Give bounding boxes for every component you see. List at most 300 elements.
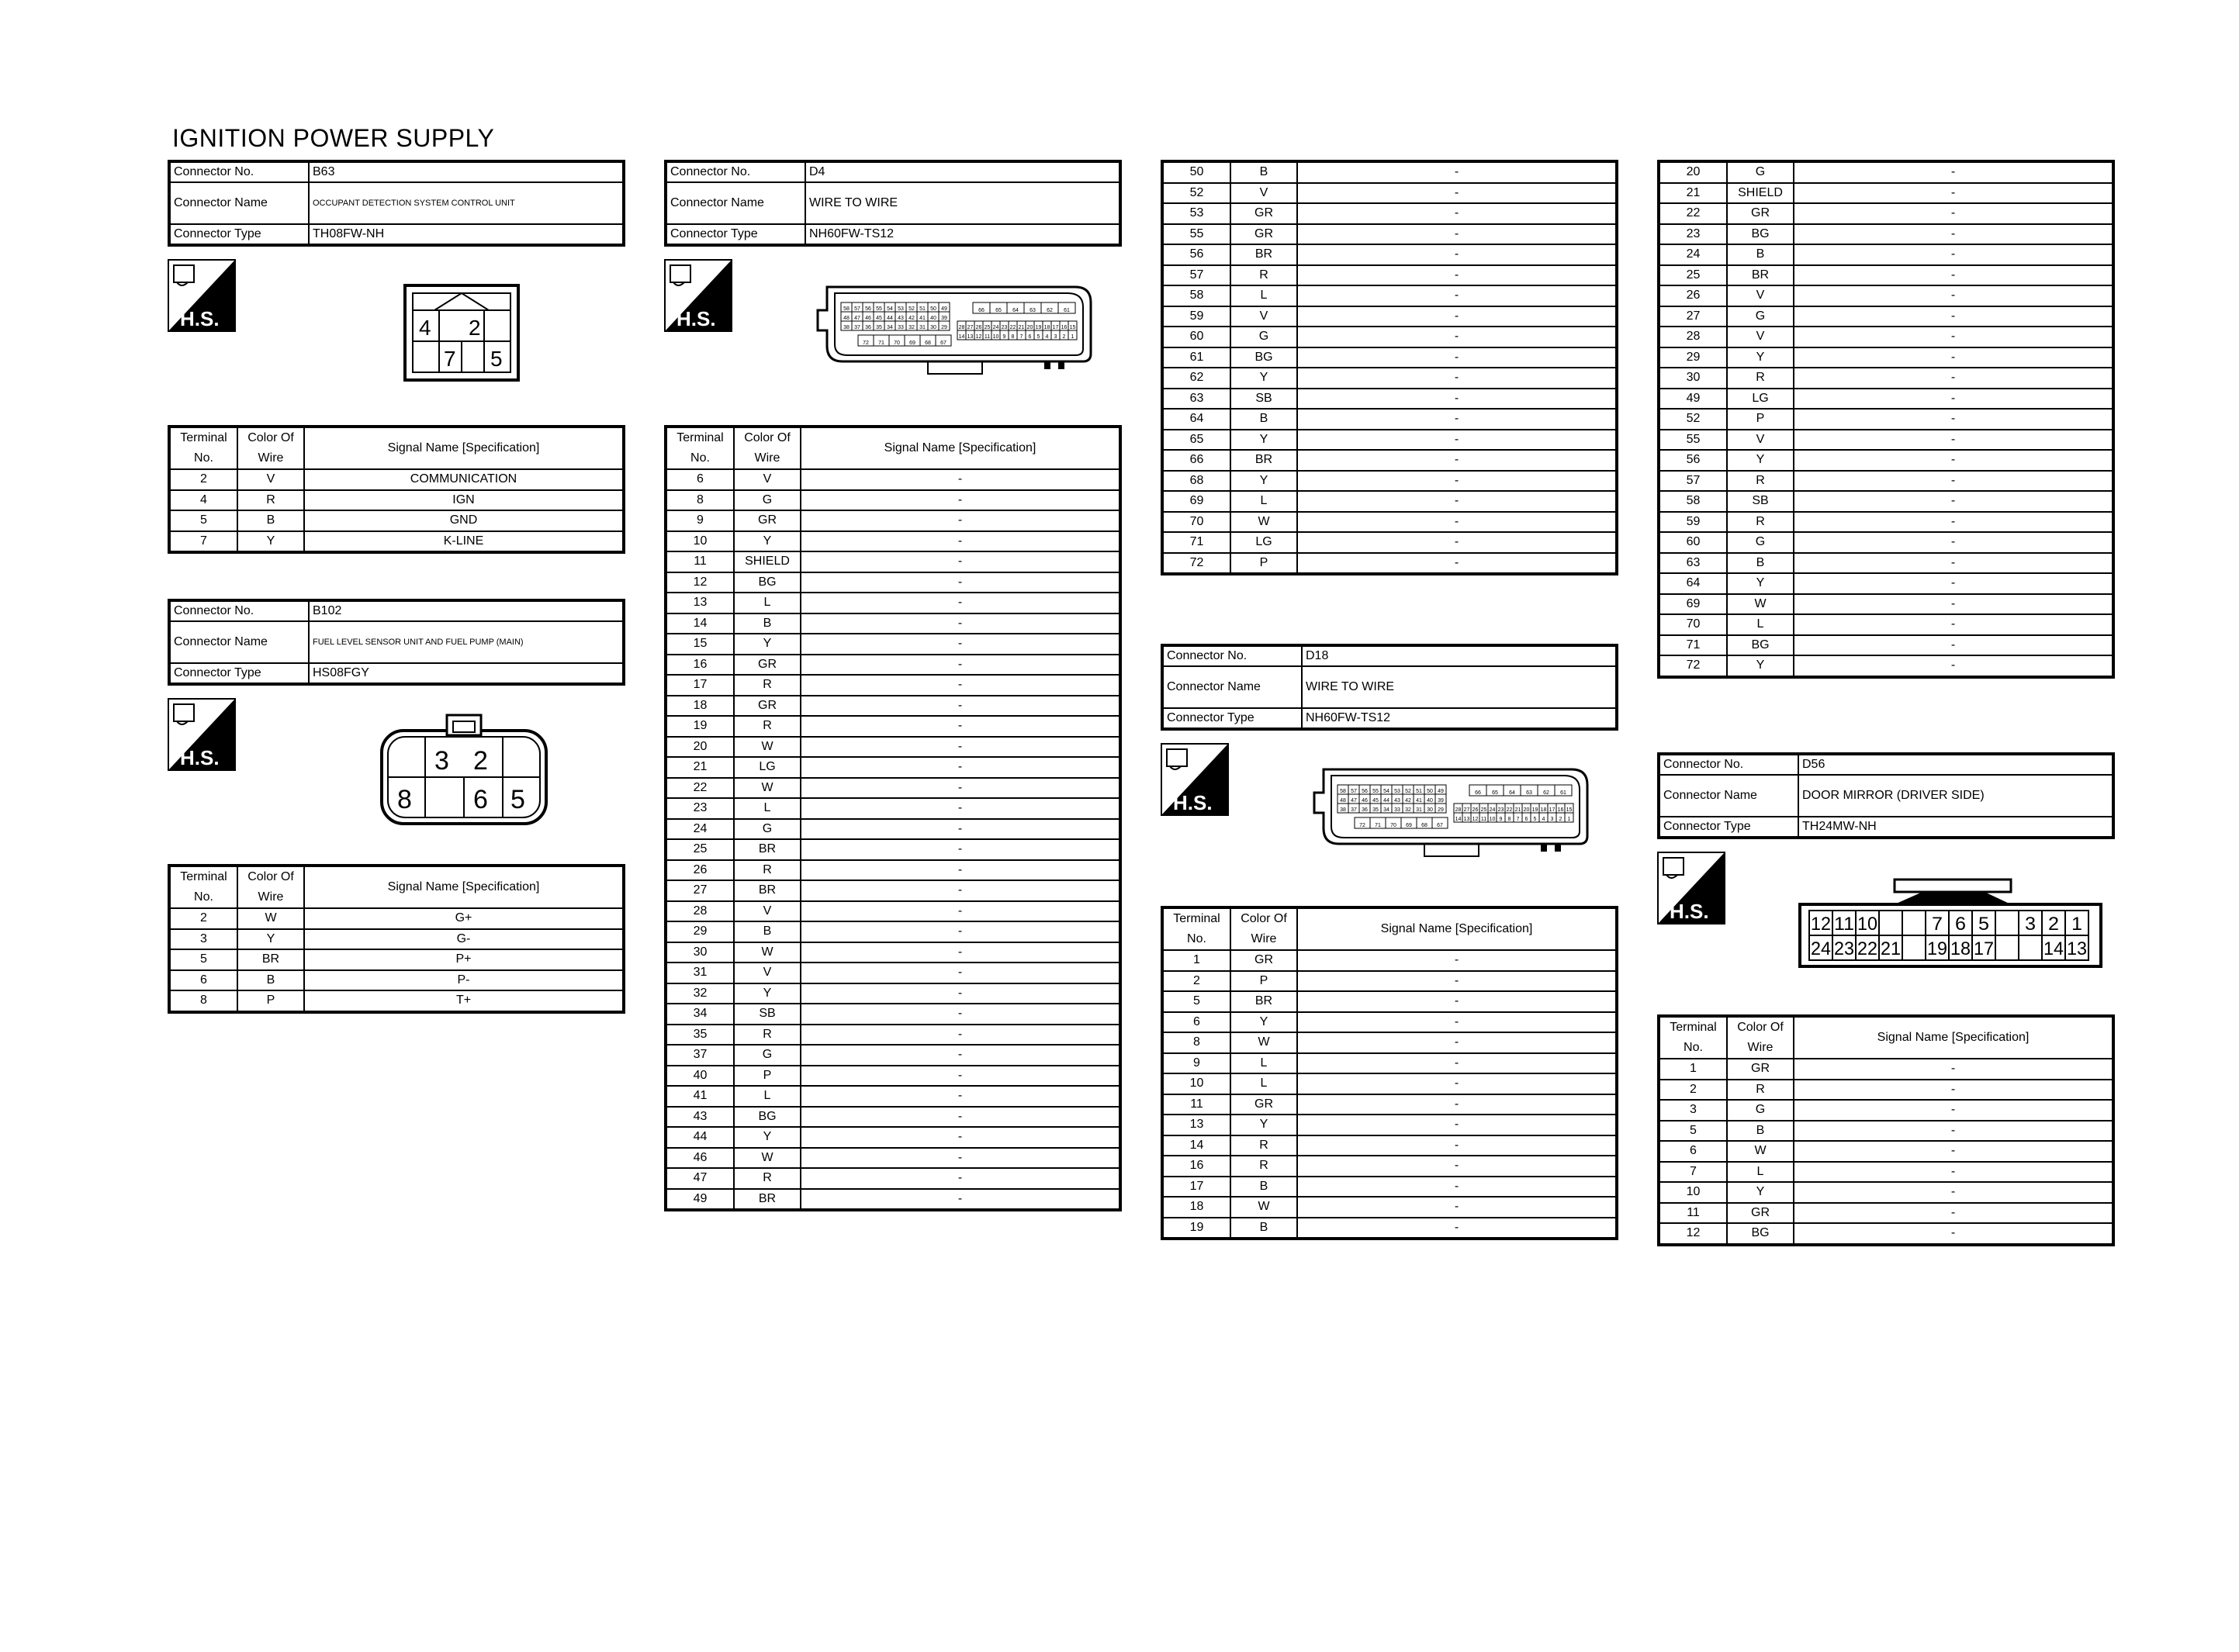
wire-color-cell: L bbox=[734, 593, 801, 613]
terminal-cell: 35 bbox=[666, 1025, 734, 1045]
table-row bbox=[1162, 389, 1617, 410]
terminal-cell: 24 bbox=[1659, 244, 1727, 265]
connector-face-b102 bbox=[379, 712, 549, 831]
signal-cell: - bbox=[801, 778, 1120, 799]
svg-text:11: 11 bbox=[984, 334, 991, 340]
signal-cell: - bbox=[1297, 430, 1617, 451]
wire-color-cell: R bbox=[1230, 1156, 1297, 1177]
signal-cell: - bbox=[1297, 1197, 1617, 1218]
col-terminal: Terminal No. bbox=[1162, 907, 1230, 950]
connector-d56 bbox=[1657, 752, 2115, 839]
svg-text:48: 48 bbox=[843, 316, 850, 321]
signal-cell: - bbox=[801, 716, 1120, 737]
table-row bbox=[1162, 512, 1617, 533]
svg-text:14: 14 bbox=[2043, 938, 2064, 959]
connector-name: OCCUPANT DETECTION SYSTEM CONTROL UNIT bbox=[309, 182, 624, 224]
table-row bbox=[1659, 635, 2113, 656]
wire-color-cell: W bbox=[734, 1148, 801, 1169]
table-row bbox=[1162, 1012, 1617, 1033]
svg-text:35: 35 bbox=[1372, 807, 1379, 813]
signal-cell: G+ bbox=[304, 908, 624, 929]
terminal-cell: 37 bbox=[666, 1045, 734, 1066]
signal-cell: - bbox=[1297, 512, 1617, 533]
terminal-cell: 18 bbox=[666, 696, 734, 717]
table-row bbox=[666, 901, 1120, 922]
signal-cell: - bbox=[1794, 285, 2113, 306]
table-row bbox=[1659, 409, 2113, 430]
svg-text:57: 57 bbox=[1351, 789, 1357, 794]
connector-info-table bbox=[1657, 752, 2115, 839]
wire-color-cell: P bbox=[1230, 971, 1297, 992]
table-row bbox=[1659, 594, 2113, 615]
table-row bbox=[666, 1148, 1120, 1169]
table-row bbox=[666, 1004, 1120, 1025]
terminal-cell: 32 bbox=[666, 983, 734, 1004]
wire-color-cell: Y bbox=[734, 1127, 801, 1148]
connector-name: FUEL LEVEL SENSOR UNIT AND FUEL PUMP (MAIN) bbox=[309, 621, 624, 663]
svg-text:3: 3 bbox=[1550, 817, 1554, 822]
svg-text:H.S.: H.S. bbox=[180, 307, 220, 330]
terminal-cell: 12 bbox=[1659, 1223, 1727, 1245]
terminal-cell: 61 bbox=[1162, 347, 1230, 368]
table-row bbox=[1162, 971, 1617, 992]
wire-color-cell: R bbox=[1727, 368, 1794, 389]
col-terminal: Terminal No. bbox=[666, 427, 734, 469]
terminal-cell: 2 bbox=[1659, 1080, 1727, 1101]
signal-cell: - bbox=[801, 942, 1120, 963]
terminal-cell: 72 bbox=[1162, 553, 1230, 575]
svg-text:13: 13 bbox=[967, 334, 974, 340]
col-color: Color Of Wire bbox=[734, 427, 801, 469]
table-row bbox=[666, 655, 1120, 676]
table-row bbox=[666, 819, 1120, 840]
table-row bbox=[1659, 1141, 2113, 1162]
svg-text:62: 62 bbox=[1047, 308, 1053, 313]
signal-cell: - bbox=[1794, 1121, 2113, 1142]
signal-cell: - bbox=[1297, 306, 1617, 327]
terminal-cell: 19 bbox=[666, 716, 734, 737]
terminal-cell: 64 bbox=[1162, 409, 1230, 430]
wire-color-cell: V bbox=[1727, 327, 1794, 347]
wire-color-cell: P bbox=[237, 990, 304, 1012]
terminal-cell: 28 bbox=[666, 901, 734, 922]
signal-cell: - bbox=[1794, 368, 2113, 389]
table-row bbox=[1162, 450, 1617, 471]
terminal-cell: 6 bbox=[169, 970, 237, 991]
terminal-cell: 43 bbox=[666, 1107, 734, 1128]
svg-text:61: 61 bbox=[1560, 790, 1566, 796]
hs-icon bbox=[168, 259, 236, 332]
wire-color-cell: V bbox=[734, 469, 801, 490]
signal-cell: - bbox=[801, 1127, 1120, 1148]
svg-text:43: 43 bbox=[1394, 798, 1400, 804]
signal-cell: - bbox=[1297, 491, 1617, 512]
svg-text:32: 32 bbox=[1405, 807, 1411, 813]
svg-text:3: 3 bbox=[1054, 334, 1057, 340]
terminal-cell: 7 bbox=[1659, 1162, 1727, 1183]
wire-color-cell: V bbox=[1727, 285, 1794, 306]
table-row bbox=[1162, 1218, 1617, 1239]
svg-text:19: 19 bbox=[1531, 807, 1538, 813]
signal-cell: - bbox=[1794, 573, 2113, 594]
signal-cell: - bbox=[801, 901, 1120, 922]
terminal-cell: 22 bbox=[1659, 203, 1727, 224]
signal-cell: - bbox=[801, 1148, 1120, 1169]
svg-text:22: 22 bbox=[1506, 807, 1513, 813]
signal-cell: - bbox=[1794, 491, 2113, 512]
connector-type: TH08FW-NH bbox=[309, 224, 624, 245]
svg-text:68: 68 bbox=[1421, 823, 1427, 828]
terminal-cell: 25 bbox=[1659, 265, 1727, 286]
terminal-cell: 14 bbox=[666, 613, 734, 634]
table-row bbox=[666, 737, 1120, 758]
signal-cell: - bbox=[1297, 285, 1617, 306]
terminal-cell: 49 bbox=[666, 1189, 734, 1211]
svg-text:26: 26 bbox=[1472, 807, 1479, 813]
signal-cell: - bbox=[1794, 409, 2113, 430]
hs-icon bbox=[168, 698, 236, 771]
svg-text:57: 57 bbox=[854, 306, 860, 312]
svg-text:16: 16 bbox=[1061, 325, 1068, 330]
svg-text:2: 2 bbox=[469, 316, 481, 340]
svg-text:12: 12 bbox=[1472, 817, 1479, 822]
terminal-cell: 65 bbox=[1162, 430, 1230, 451]
signal-cell: - bbox=[1794, 430, 2113, 451]
terminal-cell: 9 bbox=[1162, 1053, 1230, 1074]
table-row bbox=[1659, 1121, 2113, 1142]
signal-cell: - bbox=[801, 675, 1120, 696]
svg-text:42: 42 bbox=[1405, 798, 1411, 804]
col-signal: Signal Name [Specification] bbox=[801, 427, 1120, 469]
terminal-cell: 72 bbox=[1659, 655, 1727, 677]
svg-text:50: 50 bbox=[930, 306, 936, 312]
table-row bbox=[666, 757, 1120, 778]
signal-cell: - bbox=[801, 757, 1120, 778]
table-row bbox=[169, 990, 624, 1012]
signal-cell: - bbox=[801, 839, 1120, 860]
svg-text:8: 8 bbox=[1507, 817, 1511, 822]
wire-color-cell: R bbox=[734, 716, 801, 737]
svg-text:13: 13 bbox=[1463, 817, 1470, 822]
svg-text:7: 7 bbox=[1932, 914, 1943, 935]
signal-cell: - bbox=[801, 469, 1120, 490]
table-row bbox=[666, 942, 1120, 963]
signal-cell: - bbox=[1297, 450, 1617, 471]
terminal-cell: 69 bbox=[1659, 594, 1727, 615]
signal-cell: - bbox=[1297, 991, 1617, 1012]
terminal-cell: 71 bbox=[1659, 635, 1727, 656]
svg-text:64: 64 bbox=[1012, 308, 1019, 313]
signal-cell: - bbox=[1297, 368, 1617, 389]
svg-text:25: 25 bbox=[984, 325, 991, 330]
table-row bbox=[666, 490, 1120, 511]
terminal-cell: 6 bbox=[1659, 1141, 1727, 1162]
wire-color-cell: Y bbox=[1230, 1115, 1297, 1135]
wire-color-cell: P bbox=[734, 1066, 801, 1087]
svg-text:27: 27 bbox=[967, 325, 974, 330]
pin-table-b102 bbox=[168, 864, 625, 1014]
connector-b102 bbox=[168, 599, 625, 686]
signal-cell: - bbox=[801, 1004, 1120, 1025]
table-row bbox=[1162, 265, 1617, 286]
signal-cell: - bbox=[1794, 450, 2113, 471]
wire-color-cell: BG bbox=[734, 572, 801, 593]
signal-cell: IGN bbox=[304, 490, 624, 511]
table-row bbox=[1659, 306, 2113, 327]
svg-text:51: 51 bbox=[919, 306, 926, 312]
terminal-cell: 10 bbox=[1162, 1073, 1230, 1094]
table-row bbox=[666, 963, 1120, 983]
wire-color-cell: L bbox=[1230, 1053, 1297, 1074]
svg-text:66: 66 bbox=[1475, 790, 1481, 796]
svg-text:46: 46 bbox=[865, 316, 871, 321]
svg-text:63: 63 bbox=[1030, 308, 1036, 313]
table-row bbox=[1162, 1115, 1617, 1135]
signal-cell: GND bbox=[304, 510, 624, 531]
terminal-cell: 26 bbox=[1659, 285, 1727, 306]
svg-text:30: 30 bbox=[1427, 807, 1433, 813]
terminal-cell: 1 bbox=[1162, 950, 1230, 971]
wire-color-cell: GR bbox=[734, 510, 801, 531]
table-row bbox=[666, 983, 1120, 1004]
wire-color-cell: B bbox=[237, 970, 304, 991]
label: Connector Type bbox=[169, 224, 309, 245]
label: Connector No. bbox=[1659, 754, 1798, 775]
wire-color-cell: B bbox=[1230, 161, 1297, 183]
wire-color-cell: Y bbox=[1230, 430, 1297, 451]
wire-color-cell: R bbox=[734, 1168, 801, 1189]
svg-text:56: 56 bbox=[1362, 789, 1368, 794]
signal-cell: - bbox=[1794, 224, 2113, 245]
terminal-cell: 60 bbox=[1659, 532, 1727, 553]
label: Connector Name bbox=[169, 621, 309, 663]
svg-text:13: 13 bbox=[2067, 938, 2087, 959]
col-color: Color Of Wire bbox=[1230, 907, 1297, 950]
connector-type: TH24MW-NH bbox=[1798, 817, 2113, 838]
table-row bbox=[1659, 389, 2113, 410]
table-row bbox=[1162, 1177, 1617, 1198]
table-row bbox=[666, 1168, 1120, 1189]
terminal-cell: 58 bbox=[1162, 285, 1230, 306]
svg-text:16: 16 bbox=[1557, 807, 1564, 813]
signal-cell: - bbox=[801, 1045, 1120, 1066]
terminal-cell: 16 bbox=[666, 655, 734, 676]
svg-text:18: 18 bbox=[1043, 325, 1050, 330]
terminal-cell: 4 bbox=[169, 490, 237, 511]
wire-color-cell: R bbox=[734, 1025, 801, 1045]
svg-text:72: 72 bbox=[863, 340, 869, 346]
signal-cell: - bbox=[1297, 1135, 1617, 1156]
wire-color-cell: BG bbox=[1727, 1223, 1794, 1245]
svg-text:22: 22 bbox=[1009, 325, 1016, 330]
wire-color-cell: R bbox=[1727, 471, 1794, 492]
signal-cell: - bbox=[1794, 327, 2113, 347]
connector-type: NH60FW-TS12 bbox=[805, 224, 1120, 245]
wire-color-cell: GR bbox=[1230, 224, 1297, 245]
svg-text:72: 72 bbox=[1359, 823, 1365, 828]
terminal-cell: 25 bbox=[666, 839, 734, 860]
pin-table-d4 bbox=[664, 425, 1122, 1211]
table-row bbox=[1659, 573, 2113, 594]
terminal-cell: 40 bbox=[666, 1066, 734, 1087]
table-row bbox=[1162, 409, 1617, 430]
terminal-cell: 66 bbox=[1162, 450, 1230, 471]
svg-text:44: 44 bbox=[887, 316, 893, 321]
svg-text:H.S.: H.S. bbox=[180, 746, 220, 769]
wire-color-cell: BR bbox=[237, 949, 304, 970]
table-row bbox=[1659, 532, 2113, 553]
svg-text:15: 15 bbox=[1069, 325, 1076, 330]
table-row bbox=[1162, 1032, 1617, 1053]
table-row bbox=[666, 510, 1120, 531]
svg-text:45: 45 bbox=[1372, 798, 1379, 804]
signal-cell: - bbox=[1297, 161, 1617, 183]
wire-color-cell: V bbox=[734, 901, 801, 922]
wire-color-cell: W bbox=[1230, 512, 1297, 533]
terminal-cell: 70 bbox=[1659, 614, 1727, 635]
signal-cell: T+ bbox=[304, 990, 624, 1012]
table-row bbox=[1659, 244, 2113, 265]
svg-text:19: 19 bbox=[1035, 325, 1042, 330]
svg-text:20: 20 bbox=[1523, 807, 1530, 813]
signal-cell: - bbox=[1297, 1032, 1617, 1053]
svg-text:41: 41 bbox=[919, 316, 926, 321]
svg-text:37: 37 bbox=[854, 325, 860, 330]
hs-icon bbox=[1161, 743, 1229, 816]
svg-text:24: 24 bbox=[992, 325, 999, 330]
svg-text:18: 18 bbox=[1540, 807, 1547, 813]
signal-cell: - bbox=[1297, 1156, 1617, 1177]
table-row bbox=[1659, 1162, 2113, 1183]
wire-color-cell: R bbox=[734, 860, 801, 881]
terminal-cell: 9 bbox=[666, 510, 734, 531]
table-row bbox=[1659, 327, 2113, 347]
table-row bbox=[666, 1086, 1120, 1107]
connector-no: D18 bbox=[1302, 645, 1617, 666]
svg-text:40: 40 bbox=[930, 316, 936, 321]
wire-color-cell: G bbox=[734, 1045, 801, 1066]
connector-no: B63 bbox=[309, 161, 624, 182]
svg-text:6: 6 bbox=[1524, 817, 1528, 822]
wire-color-cell: BR bbox=[734, 880, 801, 901]
table-row bbox=[666, 1025, 1120, 1045]
terminal-cell: 60 bbox=[1162, 327, 1230, 347]
connector-name: WIRE TO WIRE bbox=[805, 182, 1120, 224]
signal-cell: - bbox=[1297, 1094, 1617, 1115]
table-row bbox=[1659, 450, 2113, 471]
svg-text:52: 52 bbox=[908, 306, 915, 312]
signal-cell: - bbox=[1794, 512, 2113, 533]
svg-text:7: 7 bbox=[1019, 334, 1023, 340]
terminal-cell: 29 bbox=[666, 921, 734, 942]
terminal-cell: 13 bbox=[1162, 1115, 1230, 1135]
terminal-cell: 11 bbox=[1162, 1094, 1230, 1115]
svg-text:29: 29 bbox=[1438, 807, 1444, 813]
signal-cell: - bbox=[1794, 347, 2113, 368]
signal-cell: - bbox=[801, 490, 1120, 511]
signal-cell: - bbox=[801, 613, 1120, 634]
signal-cell: - bbox=[1794, 553, 2113, 574]
table-row bbox=[1162, 1073, 1617, 1094]
signal-cell: - bbox=[1297, 327, 1617, 347]
signal-cell: - bbox=[1297, 950, 1617, 971]
table-row bbox=[169, 908, 624, 929]
signal-cell: K-LINE bbox=[304, 531, 624, 553]
wire-color-cell: W bbox=[237, 908, 304, 929]
svg-text:17: 17 bbox=[1549, 807, 1556, 813]
signal-cell: - bbox=[1794, 1162, 2113, 1183]
wire-color-cell: B bbox=[734, 613, 801, 634]
signal-cell: P+ bbox=[304, 949, 624, 970]
signal-cell: - bbox=[801, 593, 1120, 613]
wire-color-cell: R bbox=[1727, 512, 1794, 533]
pin-table-d18-continued bbox=[1657, 160, 2115, 679]
svg-text:5: 5 bbox=[1036, 334, 1040, 340]
connector-name: WIRE TO WIRE bbox=[1302, 666, 1617, 708]
svg-text:55: 55 bbox=[1372, 789, 1379, 794]
wire-color-cell: Y bbox=[734, 634, 801, 655]
table-row bbox=[666, 531, 1120, 552]
connector-d18 bbox=[1161, 644, 1618, 731]
wire-color-cell: G bbox=[1727, 306, 1794, 327]
terminal-cell: 58 bbox=[1659, 491, 1727, 512]
pin-table-d56 bbox=[1657, 1014, 2115, 1246]
wire-color-cell: GR bbox=[1727, 1059, 1794, 1080]
table-row bbox=[1162, 327, 1617, 347]
table-row bbox=[666, 1107, 1120, 1128]
terminal-cell: 5 bbox=[169, 949, 237, 970]
signal-cell: - bbox=[1297, 203, 1617, 224]
svg-text:5: 5 bbox=[1978, 914, 1989, 935]
svg-text:65: 65 bbox=[995, 308, 1002, 313]
table-row bbox=[1162, 1197, 1617, 1218]
signal-cell: - bbox=[801, 655, 1120, 676]
svg-text:49: 49 bbox=[941, 306, 947, 312]
svg-text:33: 33 bbox=[898, 325, 904, 330]
wire-color-cell: L bbox=[1230, 1073, 1297, 1094]
wire-color-cell: BG bbox=[734, 1107, 801, 1128]
signal-cell: - bbox=[801, 983, 1120, 1004]
terminal-cell: 49 bbox=[1659, 389, 1727, 410]
table-row bbox=[666, 880, 1120, 901]
signal-cell: - bbox=[1297, 1218, 1617, 1239]
wire-color-cell: BR bbox=[1230, 991, 1297, 1012]
signal-cell: - bbox=[1794, 594, 2113, 615]
svg-text:14: 14 bbox=[958, 334, 965, 340]
wire-color-cell: Y bbox=[1727, 573, 1794, 594]
svg-text:49: 49 bbox=[1438, 789, 1444, 794]
table-row bbox=[1162, 991, 1617, 1012]
signal-cell: - bbox=[801, 860, 1120, 881]
svg-text:38: 38 bbox=[843, 325, 850, 330]
terminal-cell: 26 bbox=[666, 860, 734, 881]
svg-text:30: 30 bbox=[930, 325, 936, 330]
signal-cell: - bbox=[801, 880, 1120, 901]
terminal-cell: 8 bbox=[169, 990, 237, 1012]
svg-text:10: 10 bbox=[1857, 914, 1877, 935]
wire-color-cell: G bbox=[1727, 532, 1794, 553]
svg-text:43: 43 bbox=[898, 316, 904, 321]
wire-color-cell: V bbox=[1727, 430, 1794, 451]
terminal-cell: 6 bbox=[666, 469, 734, 490]
wire-color-cell: R bbox=[1727, 1080, 1794, 1101]
wire-color-cell: W bbox=[1727, 1141, 1794, 1162]
label: Connector Name bbox=[169, 182, 309, 224]
svg-text:62: 62 bbox=[1543, 790, 1549, 796]
table-row bbox=[1162, 471, 1617, 492]
table-row bbox=[1659, 430, 2113, 451]
table-row bbox=[666, 613, 1120, 634]
